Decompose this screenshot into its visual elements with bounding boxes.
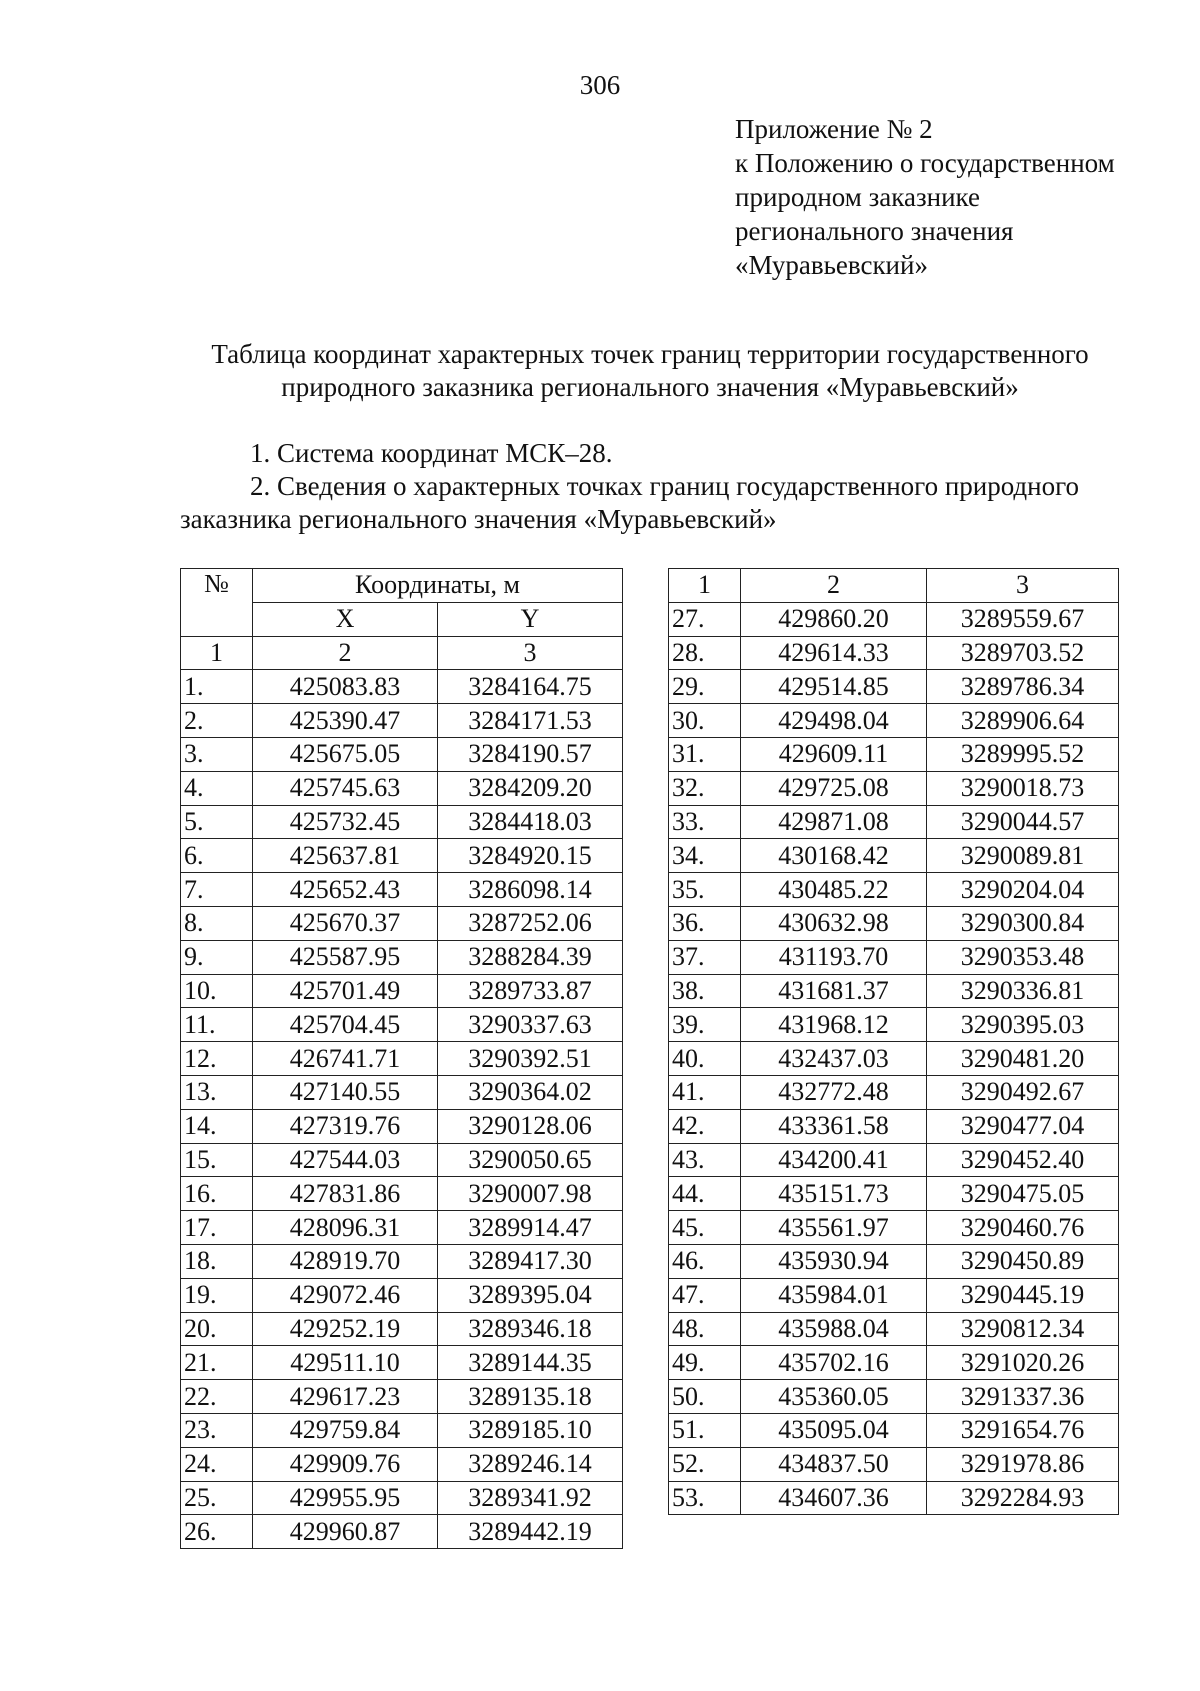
coordinate-x: 429960.87: [253, 1515, 438, 1549]
appendix-line: «Муравьевский»: [735, 250, 928, 280]
table-row: [181, 1177, 623, 1211]
coordinate-x: 429072.46: [253, 1278, 438, 1312]
table-row: [669, 1008, 1119, 1042]
point-number: 33.: [669, 805, 741, 839]
point-number: 36.: [669, 906, 741, 940]
header-col-1: 1: [181, 636, 253, 670]
header-col-3: 3: [438, 636, 623, 670]
header-col-2: 2: [253, 636, 438, 670]
coordinate-y: 3289144.35: [438, 1346, 623, 1380]
coordinate-x: 435984.01: [741, 1278, 927, 1312]
table-row: [181, 906, 623, 940]
point-number: 13.: [181, 1075, 253, 1109]
coordinate-y: 3289185.10: [438, 1413, 623, 1447]
coordinate-x: 429860.20: [741, 602, 927, 636]
coordinate-y: 3289703.52: [927, 636, 1119, 670]
coordinate-x: 431681.37: [741, 974, 927, 1008]
coordinate-y: 3289246.14: [438, 1447, 623, 1481]
coordinate-y: 3289135.18: [438, 1380, 623, 1414]
table-row: [181, 1278, 623, 1312]
coordinate-y: 3289442.19: [438, 1515, 623, 1549]
coordinate-y: 3289417.30: [438, 1244, 623, 1278]
point-number: 53.: [669, 1481, 741, 1515]
point-number: 6.: [181, 839, 253, 873]
document-title: [150, 338, 1150, 404]
paragraph-boundary-info: [180, 470, 1140, 536]
coordinate-y: 3290044.57: [927, 805, 1119, 839]
point-number: 2.: [181, 704, 253, 738]
point-number: 35.: [669, 873, 741, 907]
coordinate-y: 3290475.05: [927, 1177, 1119, 1211]
coordinate-y: 3290481.20: [927, 1042, 1119, 1076]
table-row: [181, 1481, 623, 1515]
coordinate-x: 435095.04: [741, 1413, 927, 1447]
header-coordinates: Координаты, м: [253, 569, 623, 603]
table-row: [669, 1075, 1119, 1109]
table-row: [181, 1515, 623, 1549]
table-row: [669, 602, 1119, 636]
point-number: 44.: [669, 1177, 741, 1211]
coordinate-y: 3290460.76: [927, 1211, 1119, 1245]
table-row: [669, 1312, 1119, 1346]
appendix-line: к Положению о государственном: [735, 148, 1115, 178]
table-row: [181, 1413, 623, 1447]
coordinate-x: 425745.63: [253, 771, 438, 805]
document-title-line: Таблица координат характерных точек границ территории государственного: [211, 339, 1089, 369]
point-number: 30.: [669, 704, 741, 738]
coordinate-x: 429614.33: [741, 636, 927, 670]
coordinates-table-left: [180, 568, 623, 1549]
coordinate-y: 3289914.47: [438, 1211, 623, 1245]
coordinate-y: 3291337.36: [927, 1380, 1119, 1414]
point-number: 20.: [181, 1312, 253, 1346]
coordinate-x: 432437.03: [741, 1042, 927, 1076]
point-number: 9.: [181, 940, 253, 974]
point-number: 51.: [669, 1413, 741, 1447]
coordinate-x: 430632.98: [741, 906, 927, 940]
coordinate-y: 3290300.84: [927, 906, 1119, 940]
coordinate-y: 3289786.34: [927, 670, 1119, 704]
point-number: 21.: [181, 1346, 253, 1380]
header-col-3: 3: [927, 569, 1119, 603]
point-number: 29.: [669, 670, 741, 704]
coordinate-y: 3290452.40: [927, 1143, 1119, 1177]
table-row: [669, 1143, 1119, 1177]
table-row: [181, 839, 623, 873]
point-number: 7.: [181, 873, 253, 907]
table-row: [669, 704, 1119, 738]
coordinate-y: 3289395.04: [438, 1278, 623, 1312]
header-number: №: [181, 569, 253, 637]
point-number: 38.: [669, 974, 741, 1008]
coordinate-y: 3290128.06: [438, 1109, 623, 1143]
header-col-2: 2: [741, 569, 927, 603]
point-number: 49.: [669, 1346, 741, 1380]
coordinate-y: 3290050.65: [438, 1143, 623, 1177]
page-number: 306: [579, 70, 621, 100]
coordinate-x: 435930.94: [741, 1244, 927, 1278]
table-row: [669, 940, 1119, 974]
coordinate-y: 3290337.63: [438, 1008, 623, 1042]
table-row: [669, 1042, 1119, 1076]
table-row: [181, 1109, 623, 1143]
table-row: [669, 1109, 1119, 1143]
paragraph-coordinate-system: [180, 437, 1140, 470]
table-row: [181, 670, 623, 704]
coordinate-x: 427319.76: [253, 1109, 438, 1143]
coordinate-x: 432772.48: [741, 1075, 927, 1109]
point-number: 47.: [669, 1278, 741, 1312]
coordinate-x: 435702.16: [741, 1346, 927, 1380]
coordinate-x: 429725.08: [741, 771, 927, 805]
point-number: 41.: [669, 1075, 741, 1109]
coordinate-y: 3284418.03: [438, 805, 623, 839]
point-number: 14.: [181, 1109, 253, 1143]
coordinate-x: 425701.49: [253, 974, 438, 1008]
coordinate-x: 429609.11: [741, 737, 927, 771]
coordinate-y: 3284190.57: [438, 737, 623, 771]
table-row: [181, 1211, 623, 1245]
coordinate-y: 3289341.92: [438, 1481, 623, 1515]
coordinate-x: 427544.03: [253, 1143, 438, 1177]
coordinate-y: 3290364.02: [438, 1075, 623, 1109]
point-number: 43.: [669, 1143, 741, 1177]
coordinate-x: 425732.45: [253, 805, 438, 839]
coordinate-y: 3290450.89: [927, 1244, 1119, 1278]
coordinate-x: 425390.47: [253, 704, 438, 738]
coordinate-x: 428096.31: [253, 1211, 438, 1245]
coordinate-x: 428919.70: [253, 1244, 438, 1278]
table-row: [181, 1042, 623, 1076]
coordinate-y: 3291654.76: [927, 1413, 1119, 1447]
table-row: [181, 974, 623, 1008]
coordinate-x: 429252.19: [253, 1312, 438, 1346]
table-row: [669, 839, 1119, 873]
point-number: 28.: [669, 636, 741, 670]
appendix-line: регионального значения: [735, 216, 1014, 246]
header-x: X: [253, 602, 438, 636]
point-number: 27.: [669, 602, 741, 636]
coordinate-x: 429871.08: [741, 805, 927, 839]
coordinate-x: 425587.95: [253, 940, 438, 974]
table-row: [669, 1447, 1119, 1481]
paragraph-text: 2. Сведения о характерных точках границ государственного природного: [250, 471, 1080, 501]
coordinate-x: 429498.04: [741, 704, 927, 738]
table-row: [181, 805, 623, 839]
coordinate-x: 434837.50: [741, 1447, 927, 1481]
table-row: [181, 1312, 623, 1346]
point-number: 17.: [181, 1211, 253, 1245]
coordinate-x: 429909.76: [253, 1447, 438, 1481]
coordinate-y: 3290395.03: [927, 1008, 1119, 1042]
point-number: 48.: [669, 1312, 741, 1346]
point-number: 4.: [181, 771, 253, 805]
point-number: 8.: [181, 906, 253, 940]
table-row: [181, 1380, 623, 1414]
coordinate-y: 3284171.53: [438, 704, 623, 738]
coordinate-x: 425083.83: [253, 670, 438, 704]
coordinate-y: 3287252.06: [438, 906, 623, 940]
table-row: [669, 1380, 1119, 1414]
table-row: [669, 737, 1119, 771]
coordinate-y: 3289733.87: [438, 974, 623, 1008]
coordinate-y: 3290812.34: [927, 1312, 1119, 1346]
table-row: [669, 1211, 1119, 1245]
coordinate-x: 435561.97: [741, 1211, 927, 1245]
coordinate-y: 3290204.04: [927, 873, 1119, 907]
point-number: 31.: [669, 737, 741, 771]
coordinate-x: 425670.37: [253, 906, 438, 940]
coordinate-y: 3290018.73: [927, 771, 1119, 805]
point-number: 16.: [181, 1177, 253, 1211]
point-number: 42.: [669, 1109, 741, 1143]
coordinate-y: 3292284.93: [927, 1481, 1119, 1515]
coordinate-x: 429511.10: [253, 1346, 438, 1380]
coordinate-x: 426741.71: [253, 1042, 438, 1076]
coordinate-y: 3289906.64: [927, 704, 1119, 738]
point-number: 11.: [181, 1008, 253, 1042]
point-number: 19.: [181, 1278, 253, 1312]
table-row: [669, 771, 1119, 805]
table-row: [669, 636, 1119, 670]
coordinate-x: 433361.58: [741, 1109, 927, 1143]
coordinate-y: 3284920.15: [438, 839, 623, 873]
coordinate-x: 430168.42: [741, 839, 927, 873]
table-row: [181, 704, 623, 738]
coordinate-y: 3289559.67: [927, 602, 1119, 636]
coordinate-y: 3290336.81: [927, 974, 1119, 1008]
coordinate-x: 431193.70: [741, 940, 927, 974]
point-number: 25.: [181, 1481, 253, 1515]
coordinate-y: 3284164.75: [438, 670, 623, 704]
coordinates-table-right: [668, 568, 1119, 1515]
coordinate-y: 3290353.48: [927, 940, 1119, 974]
appendix-block: [735, 112, 1115, 282]
point-number: 26.: [181, 1515, 253, 1549]
table-row: [181, 1008, 623, 1042]
table-row: [181, 1447, 623, 1481]
point-number: 15.: [181, 1143, 253, 1177]
header-col-1: 1: [669, 569, 741, 603]
document-title-line: природного заказника регионального значения «Муравьевский»: [281, 372, 1019, 402]
table-row: [669, 1278, 1119, 1312]
paragraph-text: заказника регионального значения «Муравьевский»: [180, 504, 777, 534]
coordinate-y: 3290392.51: [438, 1042, 623, 1076]
table-row: [669, 906, 1119, 940]
table-row: [669, 670, 1119, 704]
point-number: 1.: [181, 670, 253, 704]
coordinate-x: 435151.73: [741, 1177, 927, 1211]
coordinate-x: 435988.04: [741, 1312, 927, 1346]
table-row: [669, 873, 1119, 907]
coordinate-x: 434607.36: [741, 1481, 927, 1515]
coordinate-x: 429617.23: [253, 1380, 438, 1414]
point-number: 50.: [669, 1380, 741, 1414]
coordinate-x: 429759.84: [253, 1413, 438, 1447]
table-row: [181, 1346, 623, 1380]
table-row: [181, 940, 623, 974]
point-number: 37.: [669, 940, 741, 974]
coordinate-y: 3289346.18: [438, 1312, 623, 1346]
coordinate-x: 425637.81: [253, 839, 438, 873]
point-number: 32.: [669, 771, 741, 805]
coordinate-y: 3289995.52: [927, 737, 1119, 771]
coordinate-x: 425704.45: [253, 1008, 438, 1042]
point-number: 10.: [181, 974, 253, 1008]
coordinate-x: 435360.05: [741, 1380, 927, 1414]
coordinate-x: 429514.85: [741, 670, 927, 704]
table-row: [181, 771, 623, 805]
table-row: [669, 1346, 1119, 1380]
header-y: Y: [438, 602, 623, 636]
table-row: [669, 805, 1119, 839]
table-row: [669, 1177, 1119, 1211]
coordinate-y: 3290007.98: [438, 1177, 623, 1211]
coordinate-x: 427831.86: [253, 1177, 438, 1211]
coordinate-x: 425652.43: [253, 873, 438, 907]
table-row: [669, 974, 1119, 1008]
coordinate-y: 3291020.26: [927, 1346, 1119, 1380]
coordinate-y: 3290492.67: [927, 1075, 1119, 1109]
coordinate-y: 3286098.14: [438, 873, 623, 907]
point-number: 24.: [181, 1447, 253, 1481]
table-row: [669, 1244, 1119, 1278]
coordinate-x: 425675.05: [253, 737, 438, 771]
coordinate-y: 3288284.39: [438, 940, 623, 974]
coordinate-x: 431968.12: [741, 1008, 927, 1042]
coordinate-x: 429955.95: [253, 1481, 438, 1515]
coordinate-y: 3290089.81: [927, 839, 1119, 873]
point-number: 40.: [669, 1042, 741, 1076]
table-row: [181, 1075, 623, 1109]
coordinate-y: 3284209.20: [438, 771, 623, 805]
coordinate-x: 434200.41: [741, 1143, 927, 1177]
point-number: 39.: [669, 1008, 741, 1042]
point-number: 34.: [669, 839, 741, 873]
coordinate-y: 3290477.04: [927, 1109, 1119, 1143]
point-number: 12.: [181, 1042, 253, 1076]
table-row: [669, 1413, 1119, 1447]
coordinate-y: 3290445.19: [927, 1278, 1119, 1312]
appendix-line: природном заказнике: [735, 182, 980, 212]
coordinate-x: 427140.55: [253, 1075, 438, 1109]
point-number: 45.: [669, 1211, 741, 1245]
coordinate-x: 430485.22: [741, 873, 927, 907]
table-body-left: [181, 670, 623, 1549]
point-number: 46.: [669, 1244, 741, 1278]
point-number: 52.: [669, 1447, 741, 1481]
table-body-right: [669, 602, 1119, 1515]
paragraph-text: 1. Система координат МСК–28.: [250, 438, 613, 468]
point-number: 22.: [181, 1380, 253, 1414]
point-number: 3.: [181, 737, 253, 771]
point-number: 5.: [181, 805, 253, 839]
table-row: [181, 1143, 623, 1177]
table-row: [181, 873, 623, 907]
table-row: [181, 1244, 623, 1278]
coordinate-y: 3291978.86: [927, 1447, 1119, 1481]
point-number: 18.: [181, 1244, 253, 1278]
appendix-line: Приложение № 2: [735, 114, 933, 144]
table-row: [181, 737, 623, 771]
point-number: 23.: [181, 1413, 253, 1447]
table-row: [669, 1481, 1119, 1515]
